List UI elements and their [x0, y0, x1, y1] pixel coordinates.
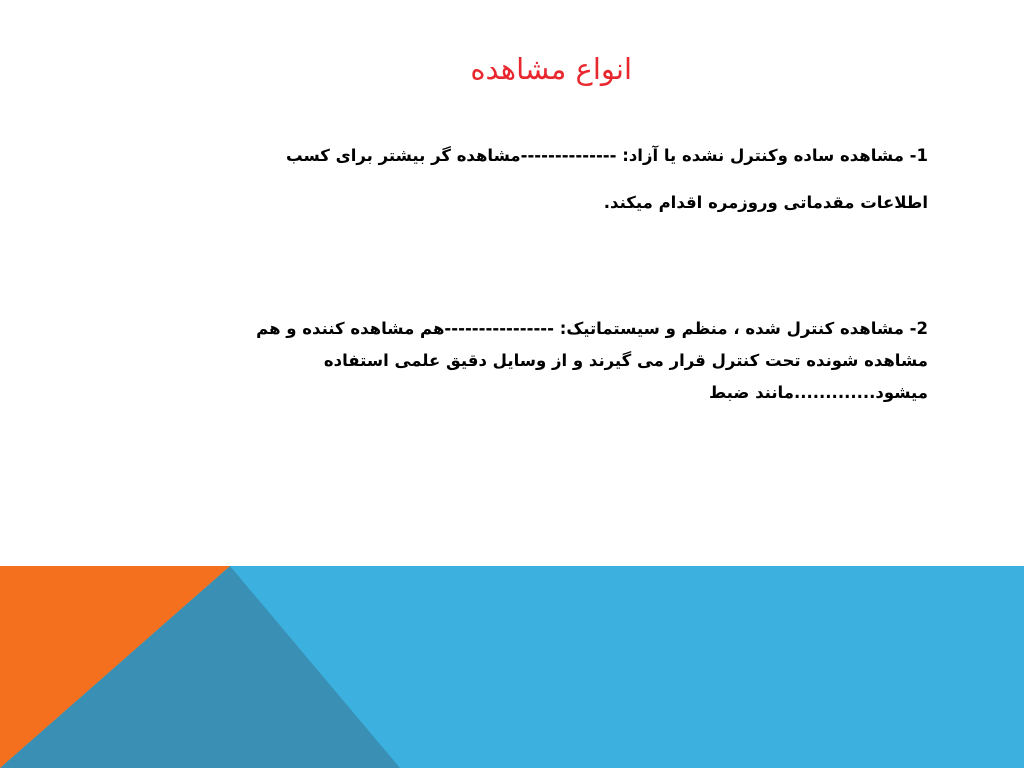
observation-type-2-line-3: میشود.............مانند ضبط: [708, 383, 928, 402]
observation-type-2-line-2: مشاهده شونده تحت کنترل قرار می گیرند و از وسایل دقیق علمی استفاده: [323, 351, 928, 370]
observation-type-2: [128, 313, 928, 409]
observation-type-1-line-2: اطلاعات مقدماتی وروزمره اقدام میکند.: [603, 193, 928, 212]
observation-type-1: [158, 132, 928, 226]
slide-title: انواع مشاهده: [470, 52, 632, 86]
decorative-footer-band: [0, 566, 1024, 768]
observation-type-2-line-1: 2- مشاهده کنترل شده ، منظم و سیستماتیک: ----------------هم مشاهده کننده و هم: [256, 319, 928, 338]
observation-type-1-line-1: 1- مشاهده ساده وکنترل نشده یا آزاد: --------------مشاهده گر بیشتر برای کسب: [286, 146, 928, 165]
